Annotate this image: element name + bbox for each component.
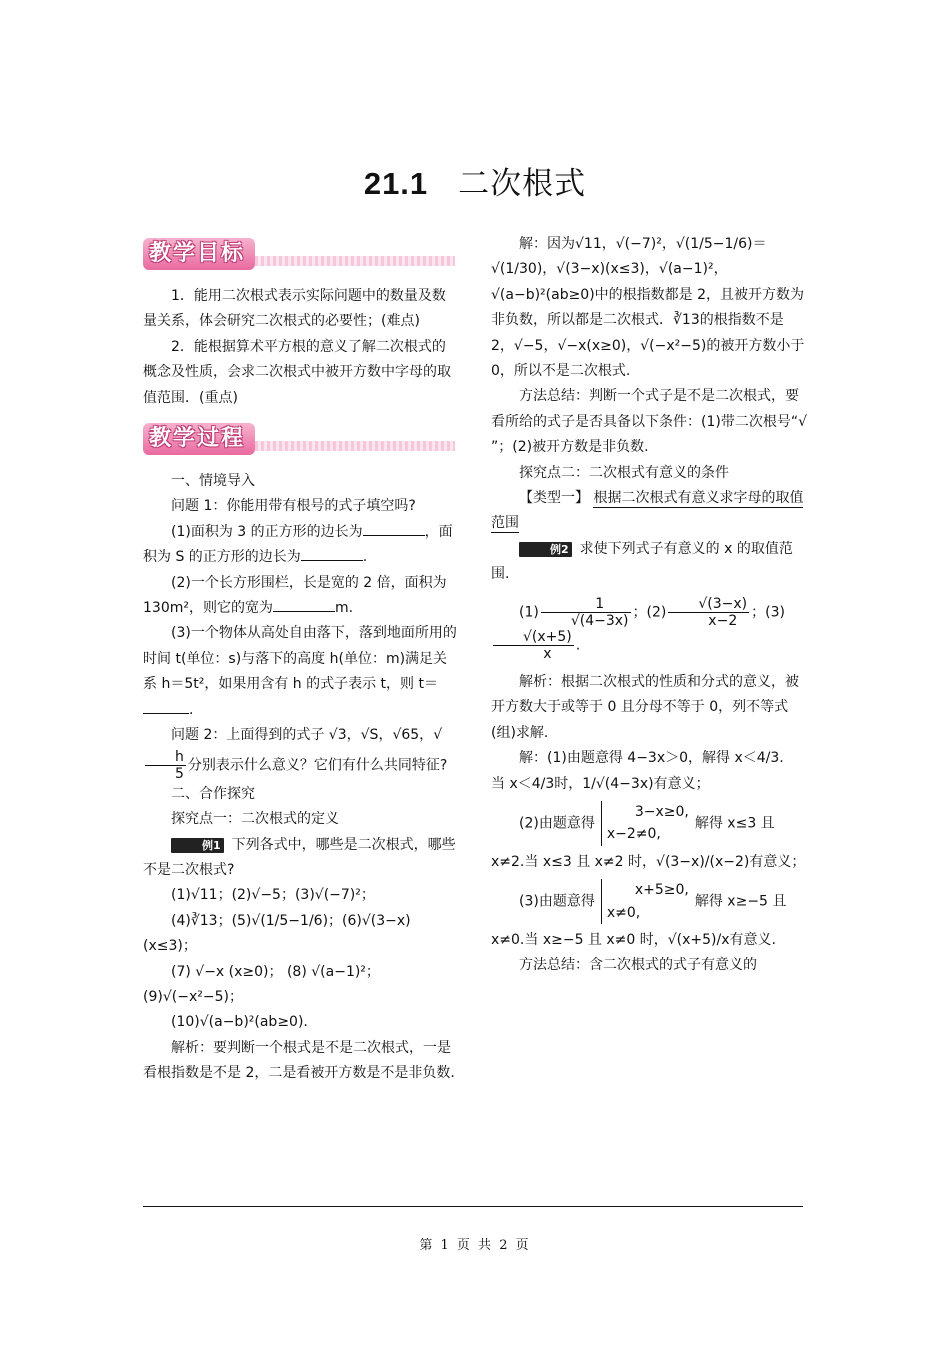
question-1c-text: (3)一个物体从高处自由落下，落到地面所用的时间 t(单位：s)与落下的高度 h(单位：m)满足关系 h＝5t²，如果用含有 h 的式子表示 t，则 t＝	[143, 625, 457, 693]
formula-label: ；(2)	[632, 604, 667, 621]
formula-label: (1)	[519, 604, 539, 621]
solution-2-line-3	[491, 801, 809, 846]
right-column	[491, 232, 809, 979]
left-column	[143, 232, 458, 1087]
type-title: 根据二次根式有意义求字母的取值范围	[491, 490, 804, 532]
example-2-text: 求使下列式子有意义的 x 的取值范围.	[491, 540, 793, 583]
inequality: x−2≠0,	[606, 826, 661, 843]
solution-text: (2)由题意得	[519, 815, 595, 832]
explore-point-1: 探究点一：二次根式的定义	[171, 811, 339, 828]
formula-1	[541, 596, 631, 629]
solution-2-line-2: 当 x＜4/3时，1/√(4−3x)有意义；	[491, 775, 710, 792]
page-title	[0, 158, 950, 203]
question-1a-text-2: ，面积为 S 的正方形的边长为	[143, 523, 453, 566]
solution-2-line-5	[491, 879, 809, 924]
inequality: x+5≥0,	[634, 882, 689, 899]
formula-3	[493, 629, 574, 662]
goal-2: 2．能根据算术平方根的意义了解二次根式的概念及性质，会求二次根式中被开方数中字母的取值范围．(重点)	[143, 338, 451, 406]
question-1c: (3)一个物体从高处自由落下，落到地面所用的时间 t(单位：s)与落下的高度 h(单位：m)满足关系 h＝5t²，如果用含有 h 的式子表示 t，则 t＝.	[143, 625, 457, 718]
question-1b	[143, 571, 458, 622]
example-2-formulas	[491, 596, 809, 662]
example-1-text: 下列各式中，哪些是二次根式，哪些不是二次根式?	[143, 836, 456, 878]
section-intro: 一、情境导入	[171, 473, 255, 490]
example-1-line-4: (10)√(a−b)²(ab≥0).	[171, 1014, 308, 1031]
frac-numerator: 1	[541, 596, 631, 613]
example-badge: 例1	[171, 838, 224, 853]
blank	[301, 560, 363, 561]
question-2-text: 问题 2：上面得到的式子 √3，√S，√65，	[171, 727, 434, 744]
blank	[143, 713, 189, 714]
analysis-2: 解析：根据二次根式的性质和分式的意义，被开方数大于或等于 0 且分母不等于 0，列不等式(组)求解.	[491, 674, 799, 741]
example-2	[491, 537, 809, 588]
analysis-1: 解析：要判断一个根式是不是二次根式，一是看根指数是不是 2，二是看被开方数是不是非负数.	[143, 1039, 455, 1082]
formula-end: .	[575, 637, 581, 654]
question-2	[143, 723, 458, 782]
banner-label: 教学目标	[149, 241, 246, 266]
frac-numerator: h	[145, 749, 186, 766]
blank	[363, 535, 425, 536]
banner-label: 教学过程	[149, 426, 246, 452]
example-1-line-1: (1)√11；(2)√−5；(3)√(−7)²；	[171, 887, 375, 904]
banner-stripe	[255, 256, 455, 266]
inequality-system	[601, 879, 689, 924]
solution-2-line-1: 解：(1)由题意得 4−3x＞0，解得 x＜4/3.	[519, 750, 784, 767]
section-title: 二次根式	[458, 166, 587, 202]
formula-2	[668, 596, 749, 629]
frac-denominator: 5	[175, 765, 184, 782]
solution-2-line-4: x≠2.当 x≤3 且 x≠2 时，√(3−x)/(x−2)有意义；	[491, 853, 806, 870]
sqrt-h-over-5: √ $\frac{h}{5}$	[143, 727, 442, 773]
solution-text: 解得 x≤3 且	[694, 815, 775, 832]
frac-denominator: √(4−3x)	[570, 612, 629, 629]
type-1	[491, 486, 809, 537]
page-footer: 第 1 页 共 2 页	[419, 1238, 531, 1253]
question-1: 问题 1：你能用带有根号的式子填空吗?	[171, 498, 416, 515]
example-1	[143, 833, 458, 884]
banner-teaching-process	[143, 417, 458, 459]
solution-1: 解：因为√11，√(−7)²，√(1/5−1/6)＝√(1/30)，√(3−x)(x≤3)，√(a−1)²，√(a−b)²(ab≥0)中的根指数都是 2，且被开方数为非负数，所以都是二次根式．∛13的根指数不是 2，√−5，√−x(x≥0)，√(−x²−5)的被开方数小于 0，所以不是二次根式.	[491, 236, 805, 380]
inequality-system	[601, 801, 689, 846]
question-1b-text: (2)一个长方形围栏，长是宽的 2 倍，面积为 130m²，则它的宽为	[143, 574, 447, 617]
blank	[273, 611, 335, 612]
solution-text: (3)由题意得	[519, 893, 595, 910]
question-1b-unit: m.	[334, 600, 354, 617]
banner-teaching-goals	[143, 232, 458, 274]
question-1a-text: (1)面积为 3 的正方形的边长为	[171, 523, 363, 540]
type-tag: 【类型一】	[519, 490, 589, 507]
section-coop: 二、合作探究	[171, 785, 255, 802]
footer-rule	[143, 1206, 803, 1207]
inequality: x≠0,	[606, 904, 641, 921]
question-1a: (1)面积为 3 的正方形的边长为 ，面积为 S 的正方形的边长为 .	[143, 523, 453, 566]
goal-1: 1．能用二次根式表示实际问题中的数量及数量关系，体会研究二次根式的必要性；(难点)	[143, 288, 446, 330]
question-2-text-2: 分别表示什么意义？它们有什么共同特征?	[187, 757, 448, 774]
solution-2-line-6: x≠0.当 x≥−5 且 x≠0 时，√(x+5)/x有意义.	[491, 932, 776, 949]
section-number: 21.1	[363, 166, 429, 201]
method-summary-1: 方法总结：判断一个式子是不是二次根式，要看所给的式子是否具备以下条件：(1)带二次根号“√ ”；(2)被开方数是非负数.	[491, 388, 808, 456]
frac-denominator: x−2	[708, 612, 738, 629]
frac-numerator: √(3−x)	[668, 596, 749, 613]
frac-denominator: x	[543, 645, 552, 662]
inequality: 3−x≥0,	[634, 804, 689, 821]
example-1-line-3: (7) √−x (x≥0)； (8) √(a−1)²；(9)√(−x²−5)；	[143, 963, 380, 1005]
method-summary-2: 方法总结：含二次根式的式子有意义的	[519, 957, 757, 974]
example-1-line-2: (4)∛13；(5)√(1/5−1/6)；(6)√(3−x)(x≤3)；	[143, 912, 411, 955]
formula-label: ；(3)	[751, 604, 785, 621]
solution-text: 解得 x≥−5 且	[694, 893, 787, 910]
explore-point-2: 探究点二：二次根式有意义的条件	[519, 464, 729, 481]
frac-numerator: √(x+5)	[493, 629, 574, 646]
example-badge: 例2	[519, 542, 572, 557]
banner-stripe	[255, 441, 455, 451]
